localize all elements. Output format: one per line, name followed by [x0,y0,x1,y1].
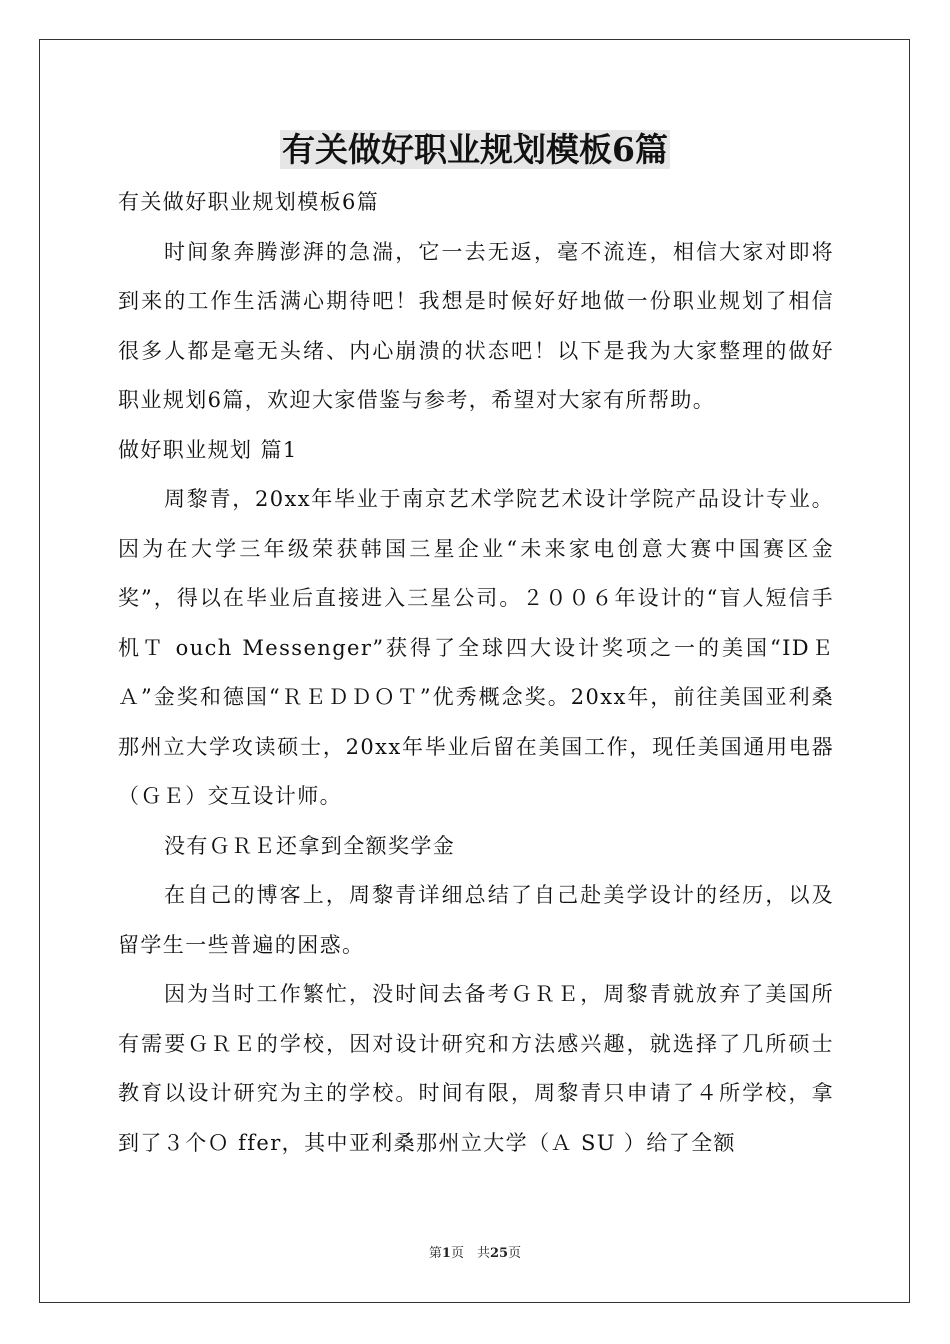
paragraph-subtitle: 有关做好职业规划模板6篇 [118,190,380,214]
footer-page-suffix: 页 [508,1246,522,1261]
paragraph-application: 因为当时工作繁忙，没时间去备考ＧＲＥ，周黎青就放弃了美国所有需要ＧＲＥ的学校，因对设计研究和方法感兴趣，就选择了几所硕士教育以设计研究为主的学校。时间有限，周黎青只申请了４所学校，拿到了３个Ｏ ffer，其中亚利桑那州立大学（Ａ SU ）给了全额 [118,982,834,1155]
footer-page-current: 1 [441,1246,451,1261]
document-title [0,126,950,174]
paragraph-subheading: 没有ＧＲＥ还拿到全额奖学金 [164,833,456,858]
document-body [118,178,834,1168]
page-footer [0,1244,950,1264]
footer-page-total: 25 [489,1246,509,1261]
section-heading: 做好职业规划 篇1 [118,437,298,462]
paragraph-biography: 周黎青，20xx年毕业于南京艺术学院艺术设计学院产品设计专业。因为在大学三年级荣获韩国三星企业“未来家电创意大赛中国赛区金奖”，得以在毕业后直接进入三星公司。２００６年设计的“盲人短信手机Ｔ ouch Messenger”获得了全球四大设计奖项之一的美国“IDＥＡ”金奖和德国“ＲＥＤＤＯＴ”优秀概念奖。20xx年，前往美国亚利桑那州立大学攻读硕士，20xx年毕业后留在美国工作，现任美国通用电器（ＧＥ）交互设计师。 [118,487,834,808]
document-title-text: 有关做好职业规划模板6篇 [282,130,668,169]
paragraph-blog: 在自己的博客上，周黎青详细总结了自己赴美学设计的经历，以及留学生一些普遍的困惑。 [118,883,834,957]
paragraph-intro: 时间象奔腾澎湃的急湍，它一去无返，毫不流连，相信大家对即将到来的工作生活满心期待吧！我想是时候好好地做一份职业规划了相信很多人都是毫无头绪、内心崩溃的状态吧！以下是我为大家整理的做好职业规划6篇，欢迎大家借鉴与参考，希望对大家有所帮助。 [118,239,834,412]
footer-page-mid: 页 共 [450,1246,490,1261]
footer-page-prefix: 第 [428,1246,442,1261]
